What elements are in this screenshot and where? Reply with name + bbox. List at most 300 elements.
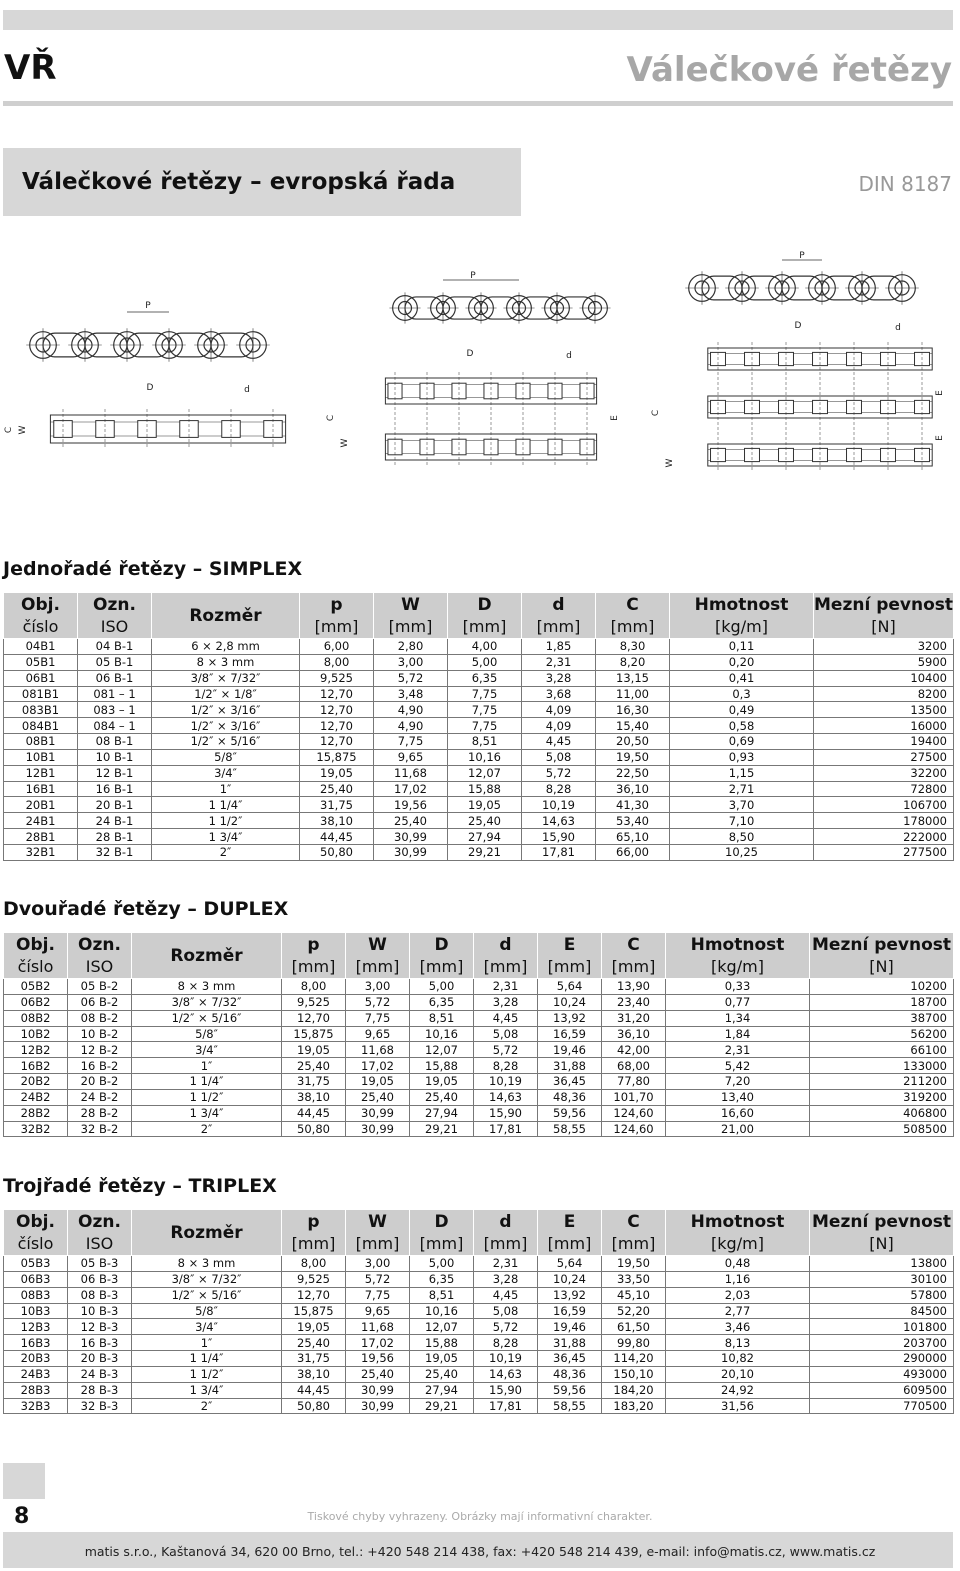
table-cell: 3,28 [474, 1271, 538, 1287]
table-cell: 3200 [814, 639, 954, 655]
table-cell: 30,99 [374, 829, 448, 845]
table-cell: 8,13 [666, 1335, 810, 1351]
table-cell: 10,19 [522, 797, 596, 813]
table-cell: 7,75 [374, 734, 448, 750]
table-cell: 44,45 [282, 1105, 346, 1121]
table-cell: 1 1/4″ [152, 797, 300, 813]
table-cell: 0,11 [670, 639, 814, 655]
table-cell: 081B1 [4, 686, 78, 702]
simplex-col-header [448, 593, 522, 639]
table-cell: 13,92 [538, 1010, 602, 1026]
table-cell: 06 B-3 [68, 1271, 132, 1287]
table-cell: 31,88 [538, 1058, 602, 1074]
duplex-col-header [4, 933, 68, 979]
table-cell: 1 1/2″ [132, 1089, 282, 1105]
table-cell: 7,75 [448, 718, 522, 734]
header-label: p [307, 934, 320, 955]
table-cell: 20 B-3 [68, 1351, 132, 1367]
table-cell: 13800 [810, 1256, 954, 1272]
table-cell: 06 B-2 [68, 994, 132, 1010]
table-row [4, 1366, 954, 1382]
table-cell: 1 1/4″ [132, 1074, 282, 1090]
table-row [4, 1105, 954, 1121]
table-cell: 19,05 [300, 765, 374, 781]
brand-code: VŘ [4, 48, 57, 88]
table-cell: 15,88 [448, 781, 522, 797]
header-label: Hmotnost [694, 594, 789, 615]
page-subtitle: Válečkové řetězy – evropská řada [22, 169, 456, 195]
table-cell: 15,875 [282, 1026, 346, 1042]
table-row [4, 979, 954, 995]
table-cell: 5,00 [410, 979, 474, 995]
table-cell: 3/8″ × 7/32″ [132, 1271, 282, 1287]
table-cell: 7,75 [346, 1010, 410, 1026]
table-cell: 32 B-3 [68, 1398, 132, 1414]
duplex-col-header [810, 933, 954, 979]
table-cell: 101,70 [602, 1089, 666, 1105]
header-unit: ISO [85, 956, 114, 976]
table-row [4, 765, 954, 781]
table-cell: 5/8″ [132, 1026, 282, 1042]
table-cell: 24B2 [4, 1089, 68, 1105]
table-cell: 150,10 [602, 1366, 666, 1382]
header-label: Mezní pevnost [814, 594, 953, 615]
table-cell: 16,30 [596, 702, 670, 718]
table-cell: 8,00 [282, 1256, 346, 1272]
table-cell: 8 × 3 mm [132, 979, 282, 995]
duplex-col-header [68, 933, 132, 979]
table-cell: 6,00 [300, 639, 374, 655]
table-cell: 12,70 [300, 686, 374, 702]
table-cell: 32 B-2 [68, 1121, 132, 1137]
disclaimer: Tiskové chyby vyhrazeny. Obrázky mají informativní charakter. [307, 1510, 653, 1523]
table-cell: 30,99 [346, 1382, 410, 1398]
simplex-chain-diagram [3, 290, 308, 470]
table-cell: 50,80 [282, 1398, 346, 1414]
triplex-col-header [666, 1210, 810, 1256]
duplex-col-header [666, 933, 810, 979]
header-unit: [kg/m] [711, 956, 764, 976]
header-label: C [626, 594, 639, 615]
table-cell: 8,28 [522, 781, 596, 797]
duplex-chain-diagram [325, 268, 640, 473]
table-cell: 15,90 [474, 1105, 538, 1121]
diagram-label: d [895, 323, 901, 333]
table-cell: 1 1/2″ [132, 1366, 282, 1382]
header-unit: [mm] [355, 956, 400, 976]
table-cell: 25,40 [374, 813, 448, 829]
table-cell: 3,70 [670, 797, 814, 813]
header-unit: [N] [871, 616, 896, 636]
table-cell: 24 B-3 [68, 1366, 132, 1382]
header-unit: [mm] [611, 956, 656, 976]
simplex-col-header [596, 593, 670, 639]
table-cell: 16,59 [538, 1303, 602, 1319]
table-cell: 16,59 [538, 1026, 602, 1042]
table-cell: 9,65 [374, 749, 448, 765]
header-label: Rozměr [170, 945, 243, 966]
table-cell: 10 B-2 [68, 1026, 132, 1042]
table-cell: 0,33 [666, 979, 810, 995]
table-cell: 508500 [810, 1121, 954, 1137]
table-cell: 20,10 [666, 1366, 810, 1382]
table-cell: 3,00 [346, 979, 410, 995]
table-cell: 17,81 [474, 1121, 538, 1137]
table-cell: 1,34 [666, 1010, 810, 1026]
table-cell: 16B3 [4, 1335, 68, 1351]
triplex-col-header [602, 1210, 666, 1256]
table-cell: 38700 [810, 1010, 954, 1026]
header-label: Obj. [21, 594, 60, 615]
duplex-header-row [4, 933, 954, 979]
table-cell: 1,85 [522, 639, 596, 655]
table-cell: 15,88 [410, 1058, 474, 1074]
table-cell: 08B2 [4, 1010, 68, 1026]
table-cell: 19,05 [410, 1351, 474, 1367]
diagram-label: E [610, 415, 620, 421]
table-cell: 3/8″ × 7/32″ [132, 994, 282, 1010]
table-cell: 0,69 [670, 734, 814, 750]
table-cell: 32B3 [4, 1398, 68, 1414]
diagram-label: P [799, 251, 805, 261]
header-unit: [N] [869, 1233, 894, 1253]
table-cell: 1″ [152, 781, 300, 797]
table-cell: 28B3 [4, 1382, 68, 1398]
table-row [4, 1398, 954, 1414]
table-cell: 32 B-1 [78, 844, 152, 860]
header-label: E [563, 1211, 576, 1232]
table-row [4, 734, 954, 750]
diagram-label: E [935, 390, 945, 396]
table-cell: 1/2″ × 5/16″ [132, 1287, 282, 1303]
table-cell: 25,40 [410, 1089, 474, 1105]
table-cell: 20 B-1 [78, 797, 152, 813]
table-cell: 31,75 [282, 1074, 346, 1090]
table-cell: 24 B-1 [78, 813, 152, 829]
header-unit: [mm] [419, 1233, 464, 1253]
header-label: Obj. [16, 934, 55, 955]
table-cell: 3,00 [346, 1256, 410, 1272]
table-cell: 183,20 [602, 1398, 666, 1414]
table-cell: 20,50 [596, 734, 670, 750]
table-cell: 9,525 [300, 670, 374, 686]
simplex-title: Jednořadé řetězy – SIMPLEX [3, 558, 303, 580]
table-cell: 10,16 [448, 749, 522, 765]
table-cell: 27,94 [410, 1105, 474, 1121]
table-cell: 15,875 [282, 1303, 346, 1319]
table-cell: 57800 [810, 1287, 954, 1303]
header-unit: [kg/m] [715, 616, 768, 636]
table-cell: 15,90 [522, 829, 596, 845]
table-cell: 77,80 [602, 1074, 666, 1090]
header-label: W [368, 1211, 387, 1232]
simplex-col-header [300, 593, 374, 639]
table-cell: 24 B-2 [68, 1089, 132, 1105]
header-label: D [434, 934, 449, 955]
header-label: Rozměr [170, 1222, 243, 1243]
duplex-col-header [410, 933, 474, 979]
duplex-table [3, 932, 954, 1137]
table-cell: 8,28 [474, 1335, 538, 1351]
table-cell: 5900 [814, 654, 954, 670]
table-cell: 6,35 [410, 1271, 474, 1287]
table-cell: 17,81 [474, 1398, 538, 1414]
header-unit: [kg/m] [711, 1233, 764, 1253]
table-cell: 48,36 [538, 1366, 602, 1382]
table-cell: 6 × 2,8 mm [152, 639, 300, 655]
table-row [4, 994, 954, 1010]
table-cell: 7,75 [448, 686, 522, 702]
table-cell: 1,15 [670, 765, 814, 781]
header-label: E [563, 934, 576, 955]
table-row [4, 1303, 954, 1319]
header-unit: [mm] [547, 1233, 592, 1253]
table-cell: 5,08 [474, 1026, 538, 1042]
table-cell: 19,56 [346, 1351, 410, 1367]
table-cell: 4,90 [374, 718, 448, 734]
table-cell: 101800 [810, 1319, 954, 1335]
table-cell: 9,65 [346, 1026, 410, 1042]
table-cell: 24B1 [4, 813, 78, 829]
table-cell: 06 B-1 [78, 670, 152, 686]
table-cell: 9,525 [282, 1271, 346, 1287]
table-cell: 3,00 [374, 654, 448, 670]
table-cell: 12 B-3 [68, 1319, 132, 1335]
header-label: D [477, 594, 492, 615]
table-cell: 36,10 [596, 781, 670, 797]
table-cell: 10,16 [410, 1303, 474, 1319]
table-cell: 083B1 [4, 702, 78, 718]
table-cell: 8 × 3 mm [152, 654, 300, 670]
header-label: Obj. [16, 1211, 55, 1232]
table-row [4, 1382, 954, 1398]
table-cell: 4,09 [522, 718, 596, 734]
top-bar [3, 10, 953, 30]
table-cell: 17,02 [346, 1058, 410, 1074]
table-cell: 10,82 [666, 1351, 810, 1367]
duplex-col-header [474, 933, 538, 979]
table-cell: 24B3 [4, 1366, 68, 1382]
table-cell: 3/4″ [132, 1042, 282, 1058]
table-cell: 319200 [810, 1089, 954, 1105]
table-cell: 4,00 [448, 639, 522, 655]
table-row [4, 1121, 954, 1137]
table-cell: 11,68 [346, 1319, 410, 1335]
table-cell: 277500 [814, 844, 954, 860]
table-cell: 5,72 [346, 1271, 410, 1287]
duplex-col-header [602, 933, 666, 979]
table-cell: 5,00 [410, 1256, 474, 1272]
table-cell: 1″ [132, 1058, 282, 1074]
table-cell: 05 B-3 [68, 1256, 132, 1272]
table-cell: 13,15 [596, 670, 670, 686]
table-cell: 19,05 [282, 1042, 346, 1058]
table-cell: 15,88 [410, 1335, 474, 1351]
table-cell: 38,10 [282, 1089, 346, 1105]
header-unit: [mm] [547, 956, 592, 976]
table-cell: 38,10 [282, 1366, 346, 1382]
diagram-label: D [146, 383, 154, 393]
table-cell: 290000 [810, 1351, 954, 1367]
table-cell: 05 B-1 [78, 654, 152, 670]
table-cell: 19,46 [538, 1042, 602, 1058]
header-unit: číslo [22, 616, 59, 636]
header-label: W [401, 594, 420, 615]
table-cell: 12,70 [300, 702, 374, 718]
table-cell: 178000 [814, 813, 954, 829]
header-label: d [552, 594, 565, 615]
table-cell: 30,99 [374, 844, 448, 860]
table-cell: 1/2″ × 1/8″ [152, 686, 300, 702]
table-cell: 609500 [810, 1382, 954, 1398]
table-cell: 08 B-1 [78, 734, 152, 750]
table-cell: 28 B-3 [68, 1382, 132, 1398]
table-row [4, 1026, 954, 1042]
table-cell: 18700 [810, 994, 954, 1010]
table-cell: 23,40 [602, 994, 666, 1010]
contact-info: matis s.r.o., Kaštanová 34, 620 00 Brno, tel.: +420 548 214 438, fax: +420 548 214 439, e-mail: info@matis.cz, www.matis.cz [84, 1544, 876, 1559]
table-cell: 28B1 [4, 829, 78, 845]
table-row [4, 702, 954, 718]
table-cell: 13500 [814, 702, 954, 718]
table-cell: 19,05 [346, 1074, 410, 1090]
triplex-col-header [68, 1210, 132, 1256]
table-cell: 6,35 [448, 670, 522, 686]
duplex-col-header [282, 933, 346, 979]
table-cell: 0,58 [670, 718, 814, 734]
header-label: p [307, 1211, 320, 1232]
table-cell: 3/4″ [132, 1319, 282, 1335]
table-cell: 30,99 [346, 1398, 410, 1414]
table-cell: 211200 [810, 1074, 954, 1090]
table-cell: 10 B-3 [68, 1303, 132, 1319]
table-cell: 3/8″ × 7/32″ [152, 670, 300, 686]
table-cell: 22,50 [596, 765, 670, 781]
triplex-col-header [4, 1210, 68, 1256]
table-cell: 32B1 [4, 844, 78, 860]
table-cell: 8200 [814, 686, 954, 702]
triplex-header-row [4, 1210, 954, 1256]
table-cell: 53,40 [596, 813, 670, 829]
table-cell: 7,10 [670, 813, 814, 829]
table-cell: 33,50 [602, 1271, 666, 1287]
table-cell: 16 B-1 [78, 781, 152, 797]
header-unit: [mm] [314, 616, 359, 636]
header-rule [3, 101, 953, 106]
table-cell: 36,45 [538, 1074, 602, 1090]
table-cell: 30,99 [346, 1121, 410, 1137]
table-cell: 68,00 [602, 1058, 666, 1074]
header-label: W [368, 934, 387, 955]
table-cell: 493000 [810, 1366, 954, 1382]
header-unit: [mm] [610, 616, 655, 636]
table-cell: 30100 [810, 1271, 954, 1287]
table-cell: 0,49 [670, 702, 814, 718]
table-cell: 12,70 [282, 1287, 346, 1303]
table-row [4, 844, 954, 860]
table-cell: 5,42 [666, 1058, 810, 1074]
header-unit: [mm] [388, 616, 433, 636]
duplex-col-header [538, 933, 602, 979]
table-cell: 13,90 [602, 979, 666, 995]
table-cell: 2,77 [666, 1303, 810, 1319]
duplex-side-view [389, 271, 610, 324]
triplex-col-header [410, 1210, 474, 1256]
table-cell: 16000 [814, 718, 954, 734]
header-unit: [N] [869, 956, 894, 976]
table-cell: 65,10 [596, 829, 670, 845]
table-cell: 9,525 [282, 994, 346, 1010]
table-row [4, 1335, 954, 1351]
table-cell: 2,31 [666, 1042, 810, 1058]
table-cell: 124,60 [602, 1121, 666, 1137]
table-cell: 4,45 [474, 1287, 538, 1303]
table-cell: 19,50 [602, 1256, 666, 1272]
table-cell: 25,40 [410, 1366, 474, 1382]
table-cell: 8,28 [474, 1058, 538, 1074]
table-cell: 29,21 [448, 844, 522, 860]
table-cell: 25,40 [448, 813, 522, 829]
triplex-table [3, 1209, 954, 1414]
table-cell: 10,19 [474, 1074, 538, 1090]
table-cell: 15,875 [300, 749, 374, 765]
table-cell: 2,03 [666, 1287, 810, 1303]
table-cell: 32200 [814, 765, 954, 781]
diagram-label: d [566, 351, 572, 361]
header-label: Mezní pevnost [812, 934, 951, 955]
page-number: 8 [14, 1504, 30, 1529]
simplex-col-header [374, 593, 448, 639]
header-unit: [mm] [483, 956, 528, 976]
table-cell: 12,07 [410, 1042, 474, 1058]
table-cell: 12 B-2 [68, 1042, 132, 1058]
table-cell: 20B3 [4, 1351, 68, 1367]
table-row [4, 686, 954, 702]
triplex-col-header [474, 1210, 538, 1256]
table-row [4, 1319, 954, 1335]
table-cell: 4,45 [522, 734, 596, 750]
table-cell: 10,19 [474, 1351, 538, 1367]
table-cell: 0,3 [670, 686, 814, 702]
table-cell: 36,10 [602, 1026, 666, 1042]
table-cell: 8,50 [670, 829, 814, 845]
simplex-table [3, 592, 954, 861]
table-row [4, 781, 954, 797]
table-cell: 2″ [132, 1121, 282, 1137]
table-cell: 25,40 [282, 1335, 346, 1351]
table-cell: 8,51 [410, 1010, 474, 1026]
table-cell: 8 × 3 mm [132, 1256, 282, 1272]
table-cell: 3/4″ [152, 765, 300, 781]
table-cell: 05B3 [4, 1256, 68, 1272]
table-cell: 66100 [810, 1042, 954, 1058]
table-cell: 31,20 [602, 1010, 666, 1026]
table-cell: 15,90 [474, 1382, 538, 1398]
table-cell: 38,10 [300, 813, 374, 829]
table-cell: 8,30 [596, 639, 670, 655]
table-cell: 12,70 [300, 734, 374, 750]
table-cell: 17,02 [346, 1335, 410, 1351]
table-cell: 58,55 [538, 1121, 602, 1137]
table-cell: 08 B-2 [68, 1010, 132, 1026]
table-cell: 1/2″ × 3/16″ [152, 702, 300, 718]
table-cell: 14,63 [474, 1089, 538, 1105]
diagram-label: D [794, 321, 802, 331]
table-cell: 19,05 [410, 1074, 474, 1090]
table-cell: 6,35 [410, 994, 474, 1010]
diagram-label: P [145, 301, 151, 311]
table-row [4, 670, 954, 686]
